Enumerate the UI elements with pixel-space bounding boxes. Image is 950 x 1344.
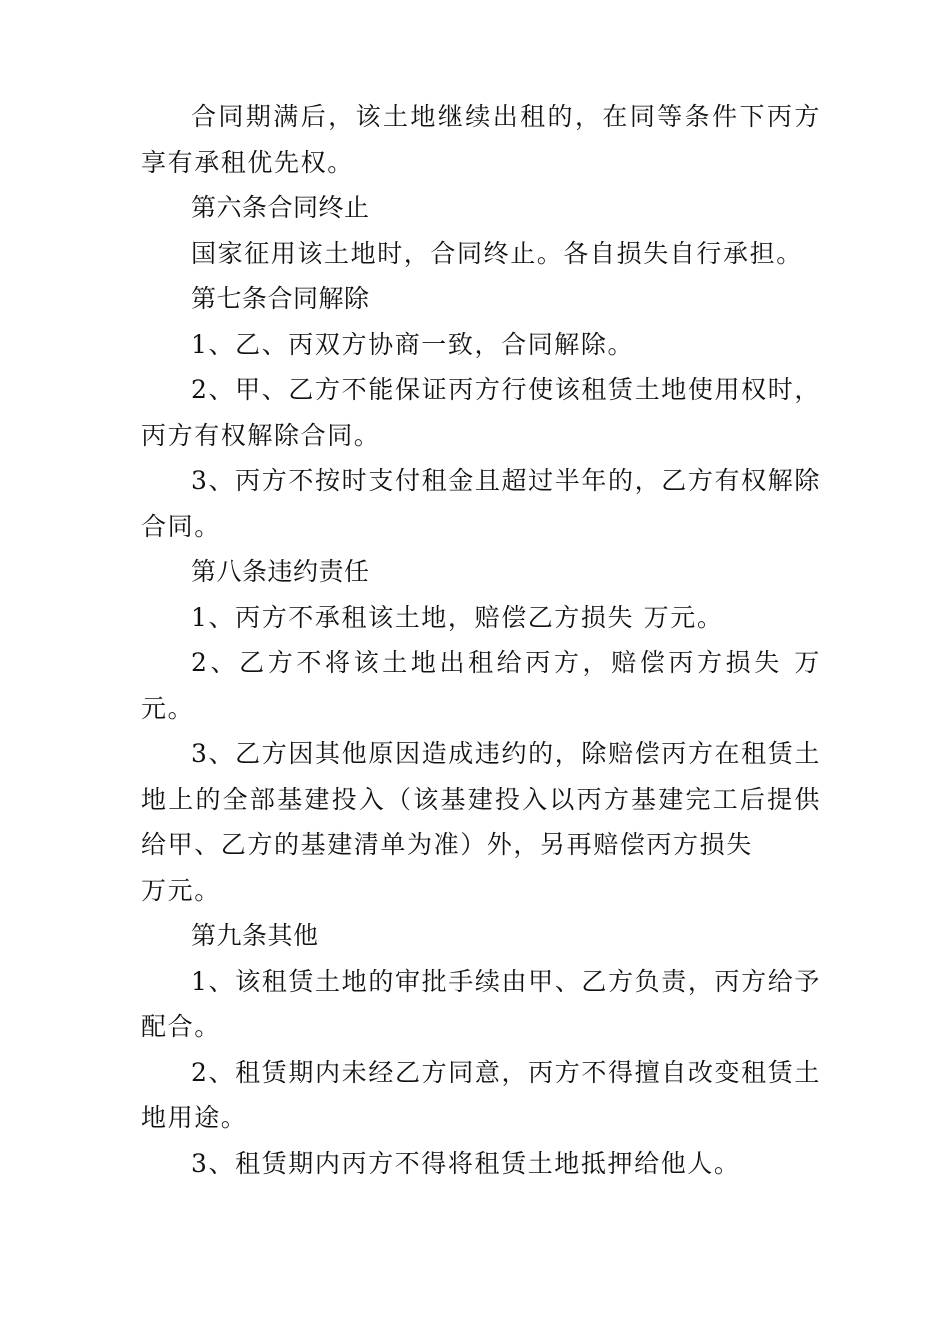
heading-article-7-rescission: 第七条合同解除 [191,284,370,313]
paragraph-rescission-item-3: 3、丙方不按时支付租金且超过半年的，乙方有权解除合同。 [141,466,821,541]
heading-article-9-other: 第九条其他 [191,921,319,950]
paragraph-liability-item-3-continuation: 万元。 [141,875,221,905]
paragraph-other-item-1: 1、该租赁土地的审批手续由甲、乙方负责，丙方给予配合。 [141,966,821,1041]
paragraph-rescission-item-2: 2、甲、乙方不能保证丙方行使该租赁土地使用权时，丙方有权解除合同。 [141,375,821,450]
paragraph-termination-expropriation: 国家征用该土地时，合同终止。各自损失自行承担。 [191,238,803,268]
document-body [141,94,821,1186]
paragraph-rescission-item-1: 1、乙、丙双方协商一致，合同解除。 [191,329,635,359]
paragraph-liability-item-3: 3、乙方因其他原因造成违约的，除赔偿丙方在租赁土地上的全部基建投入（该基建投入以丙方基建完工后提供给甲、乙方的基建清单为准）外，另再赔偿丙方损失 [141,739,821,859]
paragraph-liability-item-1: 1、丙方不承租该土地，赔偿乙方损失 万元。 [191,602,724,632]
paragraph-other-item-2: 2、租赁期内未经乙方同意，丙方不得擅自改变租赁土地用途。 [141,1057,821,1132]
paragraph-lease-renewal-priority: 合同期满后，该土地继续出租的，在同等条件下丙方享有承租优先权。 [141,102,821,177]
heading-article-8-liability: 第八条违约责任 [191,557,370,586]
paragraph-liability-item-2: 2、乙方不将该土地出租给丙方，赔偿丙方损失 万元。 [141,648,821,723]
heading-article-6-termination: 第六条合同终止 [191,193,370,222]
paragraph-other-item-3: 3、租赁期内丙方不得将租赁土地抵押给他人。 [191,1148,741,1178]
